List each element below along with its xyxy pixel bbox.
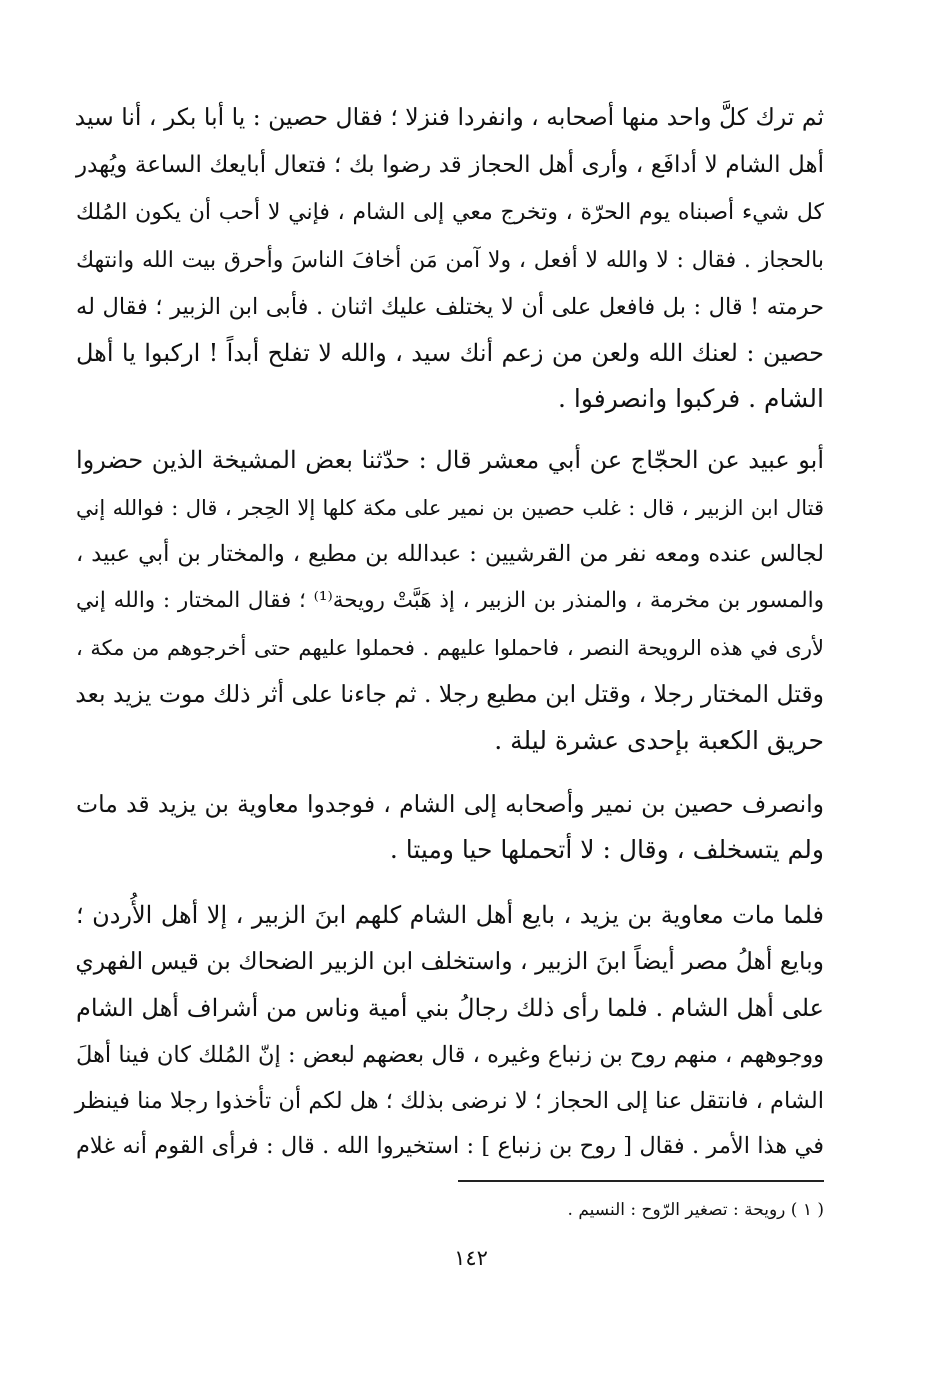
text-line: بالحجاز . فقال : لا والله لا أفعل ، ولا آمن مَن أخافَ الناسَ وأحرق بيت الله وانتهك xyxy=(76,248,824,273)
text-line: حرمته ! قال : بل فافعل على أن لا يختلف عليك اثنان . فأبى ابن الزبير ؛ فقال له xyxy=(76,294,824,320)
text-line: حصين : لعنك الله ولعن من زعم أنك سيد ، والله لا تفلح أبداً ! اركبوا يا أهل xyxy=(76,339,824,367)
text-line: حريق الكعبة بإحدى عشرة ليلة . xyxy=(494,726,824,755)
text-line: لجالس عنده ومعه نفر من القرشيين : عبدالله بن مطيع ، والمختار بن أبي عبيد ، xyxy=(76,541,824,567)
text-line: ووجوههم ، منهم روح بن زنباع وغيره ، قال بعضهم لبعض : إنّ المُلك كان فينا أهلَ xyxy=(76,1042,824,1068)
text-line: فلما مات معاوية بن يزيد ، بايع أهل الشام كلهم ابنَ الزبير ، إلا أهل الأُردن ؛ xyxy=(76,901,824,929)
text-line: ثم ترك كلَّ واحد منها أصحابه ، وانفردا فنزلا ؛ فقال حصين : يا أبا بكر ، أنا سيد xyxy=(74,103,824,131)
page-number: ١٤٢ xyxy=(454,1246,488,1270)
text-line: وانصرف حصين بن نمير وأصحابه إلى الشام ، فوجدوا معاوية بن يزيد قد مات xyxy=(76,790,824,818)
text-line: الشام ، فانتقل عنا إلى الحجاز ؛ لا نرضى بذلك ؛ هل لكم أن تأخذوا رجلا منا فينظر xyxy=(74,1088,824,1114)
text-line: أهل الشام لا أدافَع ، وأرى أهل الحجاز قد رضوا بك ؛ فتعال أبايعك الساعة ويُهدر xyxy=(76,152,824,178)
text-line: الشام . فركبوا وانصرفوا . xyxy=(558,384,824,413)
text-line: كل شيء أصبناه يوم الحرّة ، وتخرج معي إلى الشام ، فإني لا أحب أن يكون المُلك xyxy=(76,200,824,225)
text-line: وقتل المختار رجلا ، وقتل ابن مطيع رجلا . ثم جاءنا على أثر ذلك موت يزيد بعد xyxy=(75,680,824,708)
text-line: قتال ابن الزبير ، قال : غلب حصين بن نمير على مكة كلها إلا الحِجر ، قال : فوالله إني xyxy=(76,496,824,520)
text-line: لأرى في هذه الرويحة النصر ، فاحملوا عليهم . فحملوا عليهم حتى أخرجوهم من مكة ، xyxy=(76,636,824,660)
text-line: وبايع أهلُ مصر أيضاً ابنَ الزبير ، واستخلف ابن الزبير الضحاك بن قيس الفهري xyxy=(75,947,824,975)
footnote: ( ١ ) رويحة : تصغير الرّوح : النسيم . xyxy=(567,1200,824,1220)
text-line: أبو عبيد عن الحجّاج عن أبي معشر قال : حدّثنا بعض المشيخة الذين حضروا xyxy=(76,446,825,474)
text-line: والمسور بن مخرمة ، والمنذر بن الزبير ، إذ هَبَّتْ رويحة⁽¹⁾ ؛ فقال المختار : والله إني xyxy=(76,588,824,613)
text-line: في هذا الأمر . فقال [ روح بن زنباع ] : استخيروا الله . قال : فرأى القوم أنه غلام xyxy=(76,1133,824,1159)
text-line: على أهل الشام . فلما رأى ذلك رجالُ بني أمية وناس من أشراف أهل الشام xyxy=(76,994,824,1022)
text-line: ولم يتسخلف ، وقال : لا أتحملها حيا وميتا . xyxy=(389,835,824,864)
footnote-rule xyxy=(458,1180,824,1182)
